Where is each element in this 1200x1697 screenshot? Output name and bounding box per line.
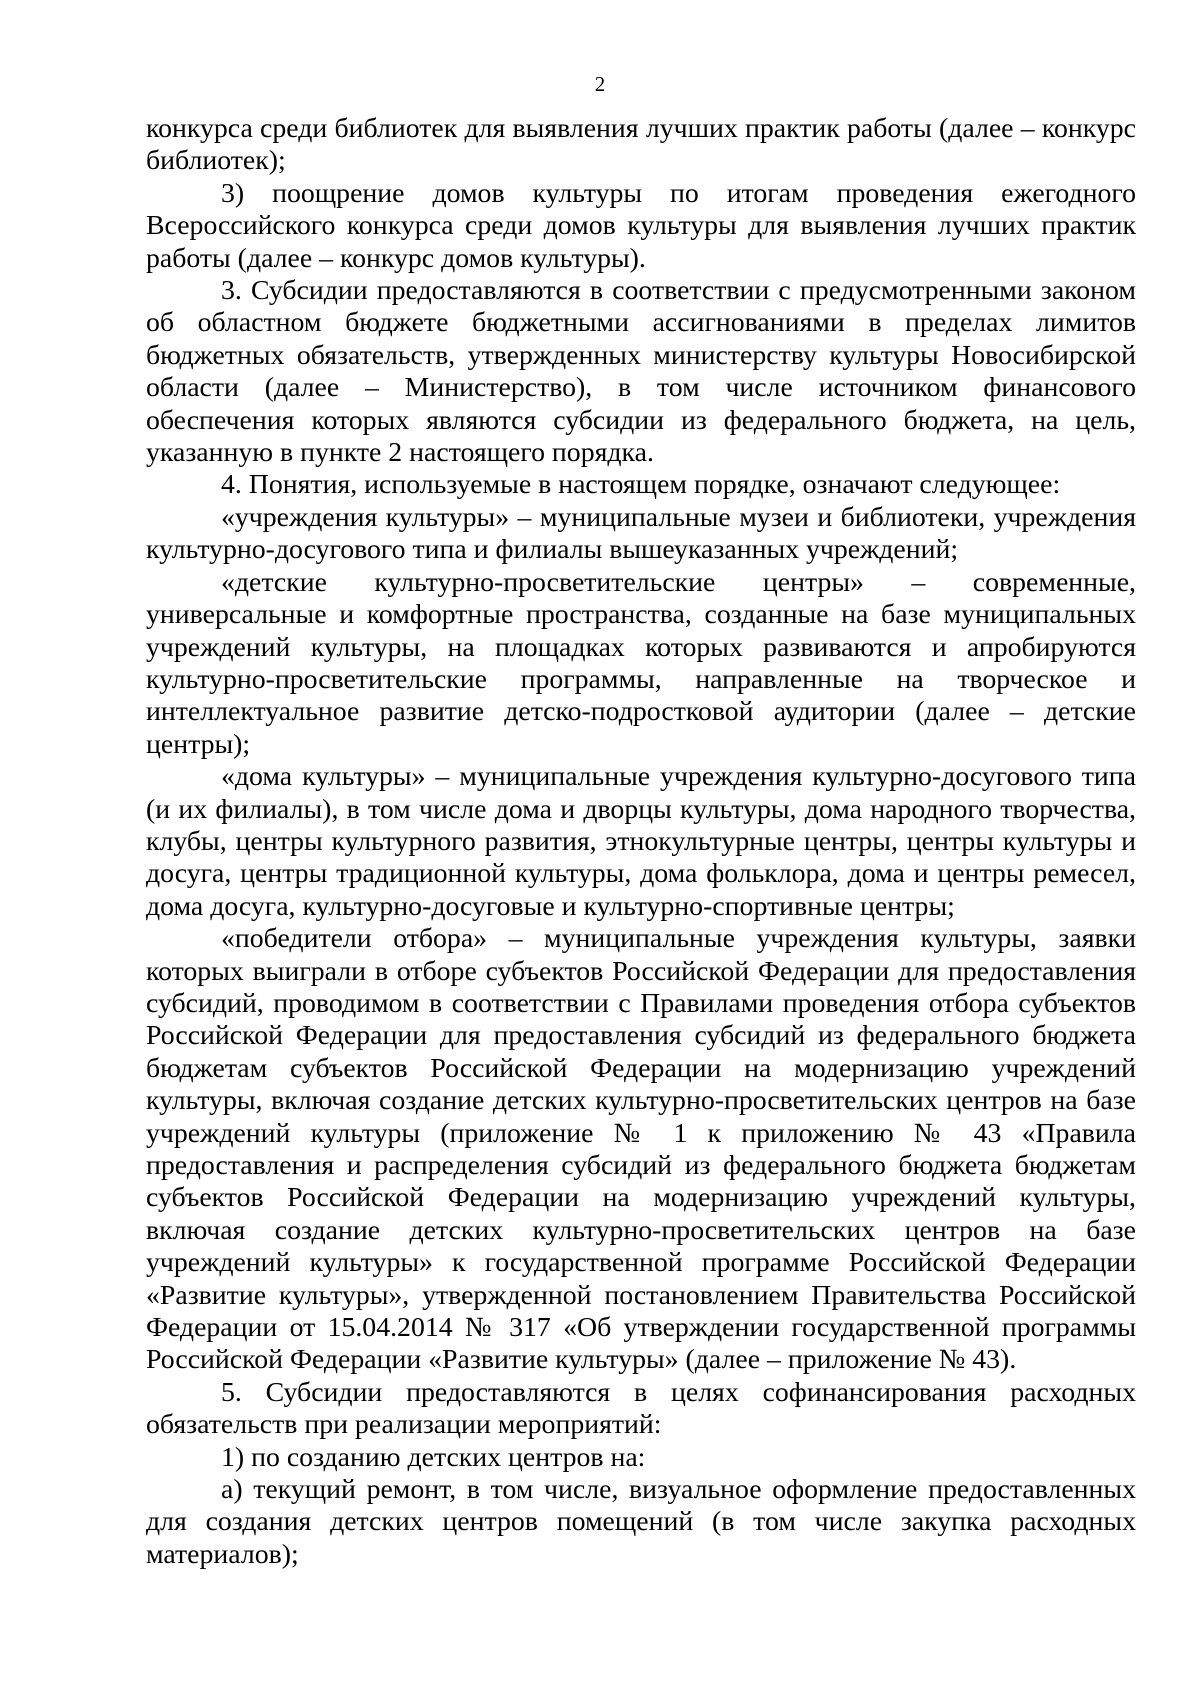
paragraph: 1) по созданию детских центров на: (221, 1441, 646, 1473)
paragraph: 5. Субсидии предоставляются в целях софинансирования расходных обязательств при реализации мероприятий: (146, 1376, 1136, 1441)
paragraph: 4. Понятия, используемые в настоящем порядке, означают следующее: (221, 469, 1061, 501)
paragraph: а) текущий ремонт, в том числе, визуальное оформление предоставленных для создания детских центров помещений (в том числе закупка расходных материалов); (146, 1474, 1136, 1570)
paragraph: конкурса среди библиотек для выявления лучших практик работы (далее – конкурс библиотек); (146, 113, 1136, 177)
body-text (146, 113, 1136, 1571)
paragraph: 3. Субсидии предоставляются в соответствии с предусмотренными законом об областном бюджете бюджетными ассигнованиями в пределах лимитов бюджетных обязательств, утвержденных министерству культуры Новосибирской области (далее – Министерство), в том числе источником финансового обеспечения которых являются субсидии из федерального бюджета, на цель, указанную в пункте 2 настоящего порядка. (146, 275, 1136, 469)
page-number: 2 (594, 72, 606, 96)
paragraph: 3) поощрение домов культуры по итогам проведения ежегодного Всероссийского конкурса среди домов культуры для выявления лучших практик работы (далее – конкурс домов культуры). (146, 177, 1136, 274)
paragraph: «детские культурно-просветительские центры» – современные, универсальные и комфортные пространства, созданные на базе муниципальных учреждений культуры, на площадках которых развиваются и апробируются культурно-просветительские программы, направленные на творческое и интеллектуальное развитие детско-подростковой аудитории (далее – детские центры); (146, 566, 1136, 760)
paragraph: «учреждения культуры» – муниципальные музеи и библиотеки, учреждения культурно-досугового типа и филиалы вышеуказанных учреждений; (146, 501, 1136, 566)
paragraph: «дома культуры» – муниципальные учреждения культурно-досугового типа (и их филиалы), в том числе дома и дворцы культуры, дома народного творчества, клубы, центры культурного развития, этнокультурные центры, центры культуры и досуга, центры традиционной культуры, дома фольклора, дома и центры ремесел, дома досуга, культурно-досуговые и культурно-спортивные центры; (146, 761, 1136, 922)
paragraph: «победители отбора» – муниципальные учреждения культуры, заявки которых выиграли в отборе субъектов Российской Федерации для предоставления субсидий, проводимом в соответствии с Правилами проведения отбора субъектов Российской Федерации для предоставления субсидий из федерального бюджета бюджетам субъектов Российской Федерации на модернизацию учреждений культуры, включая создание детских культурно-просветительских центров на базе учреждений культуры (приложение № 1 к приложению № 43 «Правила предоставления и распределения субсидий из федерального бюджета бюджетам субъектов Российской Федерации на модернизацию учреждений культуры, включая создание детских культурно-просветительских центров на базе учреждений культуры» к государственной программе Российской Федерации «Развитие культуры», утвержденной постановлением Правительства Российской Федерации от 15.04.2014 № 317 «Об утверждении государственной программы Российской Федерации «Развитие культуры» (далее – приложение № 43). (146, 923, 1136, 1376)
